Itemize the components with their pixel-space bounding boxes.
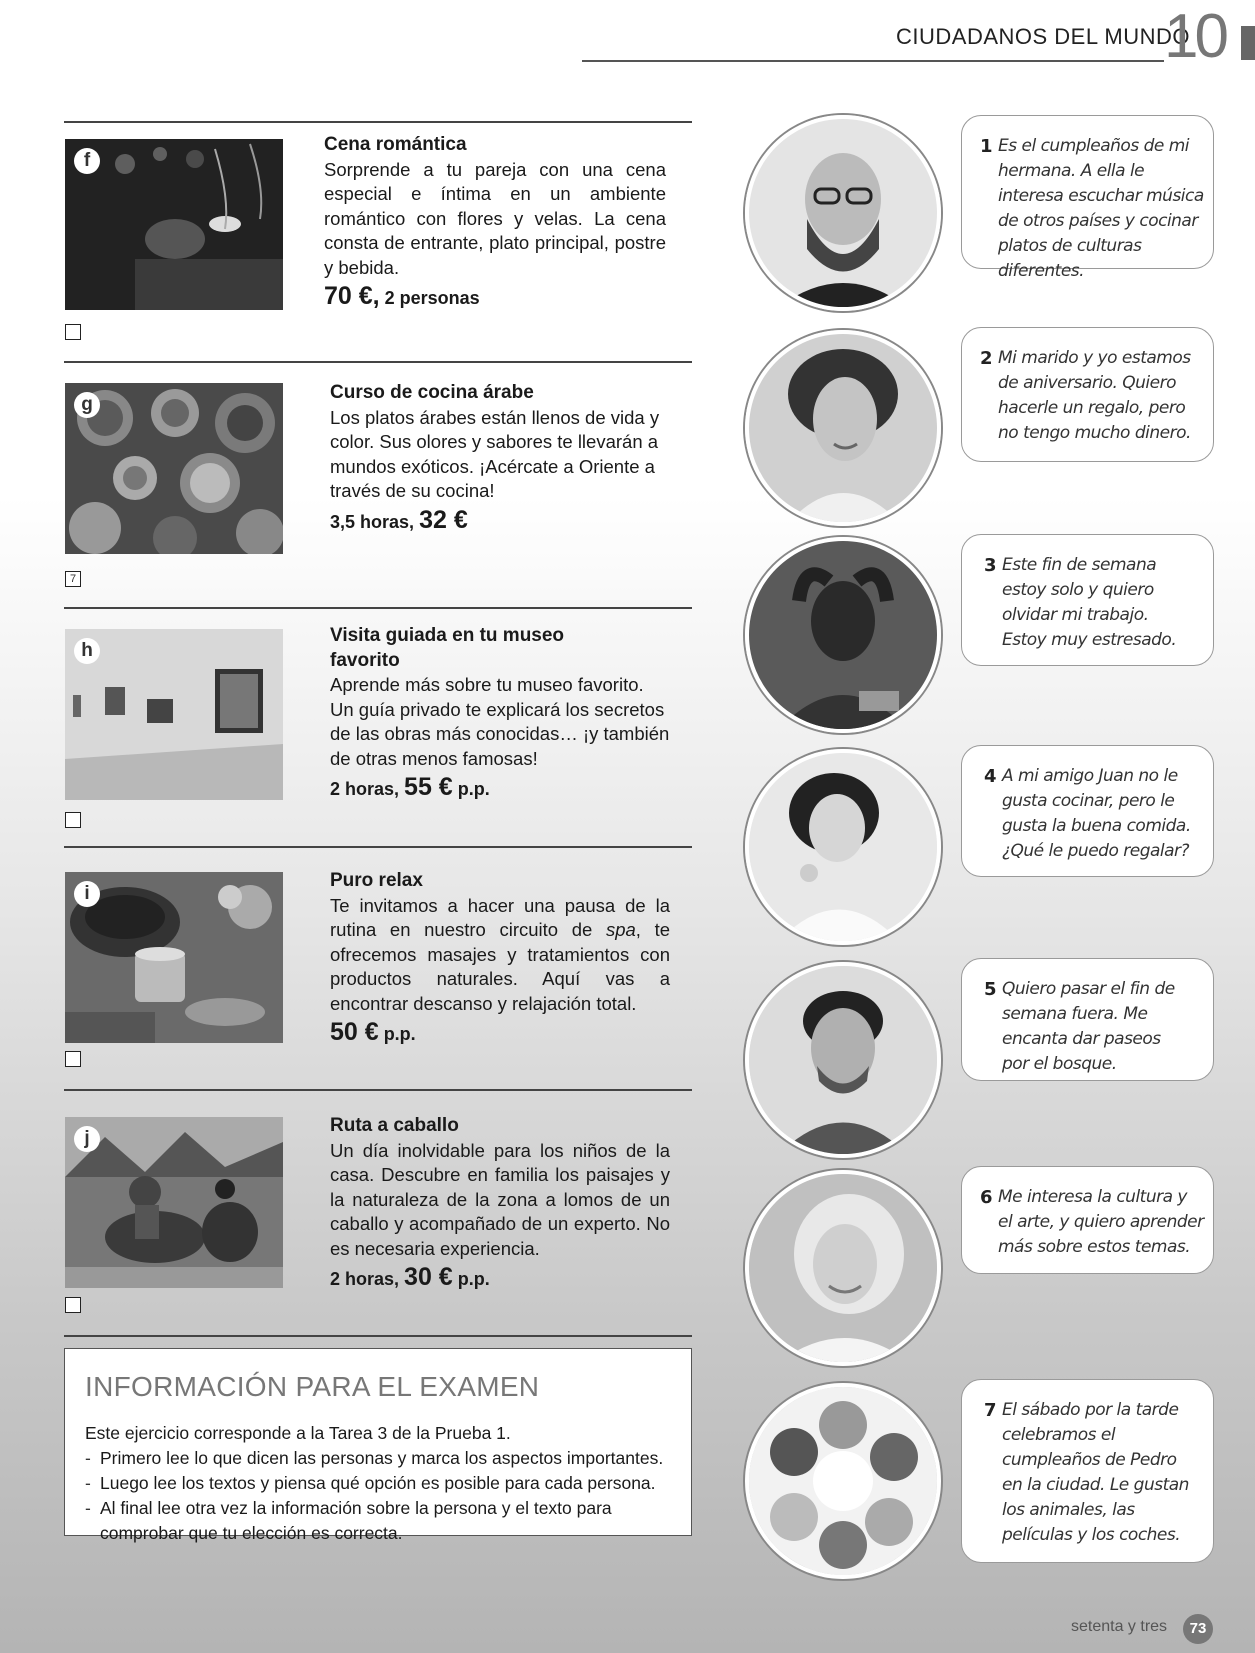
offer-price (324, 284, 666, 311)
price-prefix: 2 horas, (330, 779, 400, 799)
offer-divider (64, 361, 692, 363)
desc-emphasis: spa (605, 919, 636, 940)
offer-photo-horse-ride (65, 1117, 283, 1288)
portrait-person-5 (745, 962, 941, 1158)
price-amount: 55 € (404, 773, 453, 801)
price-amount: 70 €, (324, 282, 380, 310)
price-prefix: 3,5 horas, (330, 511, 415, 532)
statement-bubble-5 (961, 958, 1214, 1081)
desc-part: Te invitamos a hacer una pausa de la rutina en nuestro circuito de (330, 894, 670, 940)
statement-text: Mi marido y yo estamos de aniversario. Quiero hacerle un regalo, pero no tengo mucho dinero. (998, 348, 1191, 443)
portrait-person-6 (745, 1170, 941, 1366)
exam-step: - Al final lee otra vez la información sobre la persona y el texto para comprobar que tu elección es correcta. (85, 1496, 675, 1546)
offer-description: Los platos árabes están llenos de vida y color. Sus olores y sabores te llevarán a mundos exóticos. ¡Acércate a Oriente a través de su cocina! (330, 406, 660, 501)
exam-intro: Este ejercicio corresponde a la Tarea 3 de la Prueba 1. (85, 1423, 511, 1443)
statement-number: 7 (984, 1400, 997, 1421)
portrait-person-3 (745, 537, 941, 733)
offer-photo-museum (65, 629, 283, 800)
statement-bubble-1 (961, 115, 1214, 281)
offer-photo-spa (65, 872, 283, 1043)
statement-number: 3 (984, 555, 997, 576)
offer-text (330, 1114, 670, 1292)
offer-letter-badge: j (74, 1126, 100, 1152)
statement-bubble-6 (961, 1166, 1214, 1274)
offer-letter-badge: g (74, 392, 100, 418)
answer-checkbox[interactable] (65, 812, 81, 828)
offer-price (330, 1265, 670, 1292)
header-title: CIUDADANOS DEL MUNDO (896, 24, 1190, 49)
offer-divider (64, 846, 692, 848)
statement-text: Quiero pasar el fin de semana fuera. Me encanta dar paseos por el bosque. (1002, 979, 1175, 1074)
price-amount: 32 € (419, 505, 468, 534)
statement-number: 2 (980, 348, 993, 369)
unit-number: 10 (1164, 2, 1225, 71)
statement-text: El sábado por la tarde celebramos el cumpleaños de Pedro en la ciudad. Le gustan los animales, las películas y los coches. (1002, 1400, 1189, 1545)
offer-divider (64, 1089, 692, 1091)
offer-title: Cena romántica (324, 134, 467, 155)
statement-text: A mi amigo Juan no le gusta cocinar, pero le gusta la buena comida. ¿Qué le puedo regalar? (1002, 766, 1191, 861)
statement-text: Es el cumpleaños de mi hermana. A ella le interesa escuchar música de otros países y cocinar platos de culturas diferentes. (998, 136, 1204, 281)
offer-title: Ruta a caballo (330, 1115, 459, 1136)
statement-bubble-2 (961, 327, 1214, 462)
page-number-words: setenta y tres (1071, 1618, 1168, 1635)
offer-text (330, 381, 670, 534)
statement-bubble-3 (961, 534, 1214, 666)
page-number-badge: 73 (1183, 1614, 1213, 1644)
offer-description: Sorprende a tu pareja con una cena especial e íntima en un ambiente romántico con flores y velas. La cena consta de entrante, plato principal, postre y bebida. (324, 158, 666, 278)
price-detail: p.p. (383, 1024, 416, 1044)
statement-bubble-4 (961, 745, 1214, 877)
offer-photo-romantic-dinner (65, 139, 283, 310)
exam-step: - Luego lee los textos y piensa qué opción es posible para cada persona. (85, 1471, 675, 1496)
offer-title: Puro relax (330, 870, 423, 891)
statement-number: 4 (984, 766, 997, 787)
statement-text: Me interesa la cultura y el arte, y quiero aprender más sobre estos temas. (998, 1187, 1204, 1257)
offer-price (330, 1020, 670, 1047)
statement-text: Este fin de semana estoy solo y quiero olvidar mi trabajo. Estoy muy estresado. (1002, 555, 1177, 650)
offer-divider (64, 607, 692, 609)
offer-title: Curso de cocina árabe (330, 382, 534, 403)
exam-steps (85, 1446, 675, 1546)
offer-text (324, 133, 666, 311)
portrait-person-1 (745, 115, 941, 311)
answer-checkbox[interactable] (65, 1297, 81, 1313)
offer-letter-badge: i (74, 881, 100, 907)
price-detail: p.p. (457, 779, 490, 799)
offer-title: Visita guiada en tu museo favorito (330, 625, 565, 671)
statement-number: 1 (980, 136, 993, 157)
exam-step: - Primero lee lo que dicen las personas y marca los aspectos importantes. (85, 1446, 675, 1471)
offer-letter-badge: h (74, 638, 100, 664)
unit-tab (1241, 26, 1255, 60)
offer-text (330, 624, 670, 802)
exam-title: INFORMACIÓN PARA EL EXAMEN (85, 1371, 540, 1402)
offer-photo-arab-food (65, 383, 283, 554)
offer-letter-badge: f (74, 148, 100, 174)
price-amount: 50 € (330, 1018, 379, 1046)
statement-number: 6 (980, 1187, 993, 1208)
answer-checkbox[interactable] (65, 1051, 81, 1067)
desc-part: , te ofrecemos masajes y tratamientos con productos naturales. Aquí vas a encontrar descanso y relajación total. (330, 919, 670, 1014)
portrait-group-7 (745, 1383, 941, 1579)
price-prefix: 2 horas, (330, 1269, 400, 1289)
offer-description: Aprende más sobre tu museo favorito. Un guía privado te explicará los secretos de las obras más conocidas… ¡y también de otras menos famosas! (330, 674, 670, 769)
offer-text (330, 869, 670, 1047)
statement-bubble-7 (961, 1379, 1214, 1563)
exam-info-box (64, 1348, 692, 1543)
answer-checkbox[interactable]: 7 (65, 571, 81, 587)
statement-number: 5 (984, 979, 997, 1000)
price-detail: p.p. (457, 1269, 490, 1289)
portrait-person-4 (745, 749, 941, 945)
header-rule (582, 60, 1164, 62)
offer-divider (64, 121, 692, 123)
offer-price (330, 505, 670, 535)
offer-description (330, 894, 670, 1017)
portrait-person-2 (745, 330, 941, 526)
bottom-divider (64, 1335, 692, 1337)
price-detail: 2 personas (384, 288, 480, 308)
offer-price (330, 775, 670, 802)
offer-description: Un día inolvidable para los niños de la casa. Descubre en familia los paisajes y la naturaleza de la zona a lomos de un caballo y acompañado de un experto. No es necesaria experiencia. (330, 1139, 670, 1259)
answer-checkbox[interactable] (65, 324, 81, 340)
price-amount: 30 € (404, 1263, 453, 1291)
